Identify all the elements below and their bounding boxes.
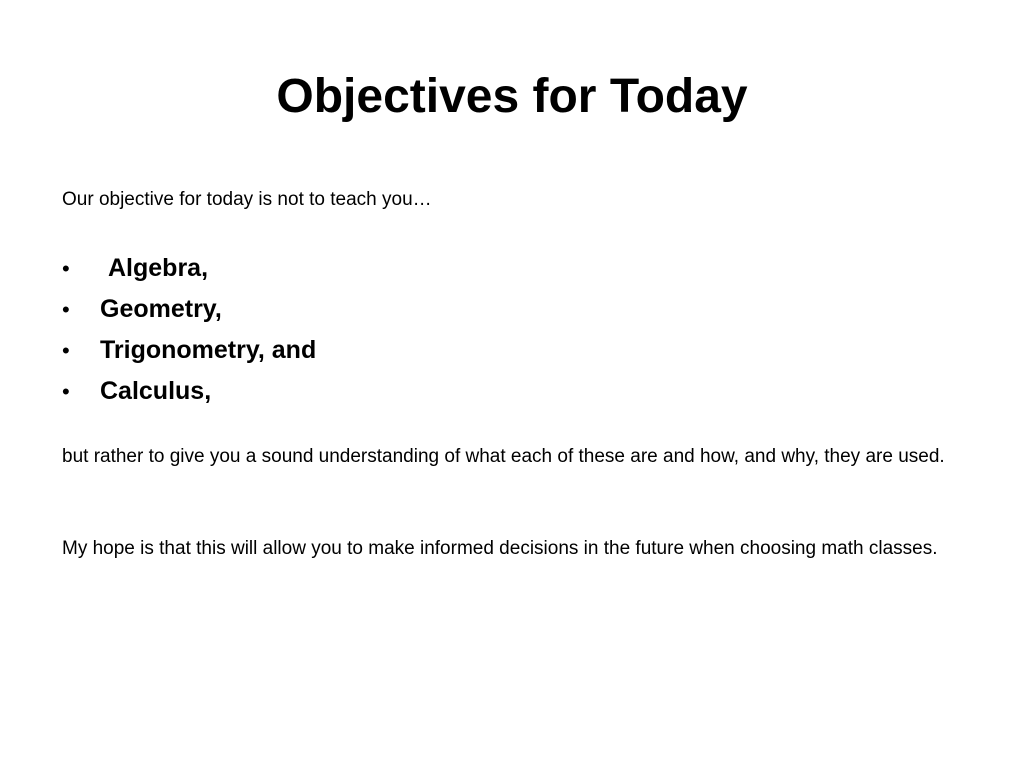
bullet-marker: • (62, 297, 70, 322)
bullet-marker: • (62, 379, 70, 404)
bullet-text: Algebra, (108, 254, 209, 282)
bullet-list (62, 248, 662, 412)
bullet-text: Calculus, (100, 377, 212, 405)
hope-paragraph: My hope is that this will allow you to make informed decisions in the future when choosing math classes. (62, 538, 938, 559)
bullet-item-geometry (62, 289, 662, 330)
bullet-marker: • (62, 256, 70, 281)
bullet-text: Geometry, (100, 295, 222, 323)
bullet-item-calculus (62, 371, 662, 412)
explanation-paragraph: but rather to give you a sound understanding of what each of these are and how, and why, they are used. (62, 446, 945, 467)
intro-text: Our objective for today is not to teach you… (62, 189, 432, 210)
bullet-item-trigonometry (62, 330, 662, 371)
bullet-marker: • (62, 338, 70, 363)
slide-title: Objectives for Today (276, 70, 748, 123)
bullet-item-algebra (62, 248, 662, 289)
bullet-text: Trigonometry, and (100, 336, 317, 364)
